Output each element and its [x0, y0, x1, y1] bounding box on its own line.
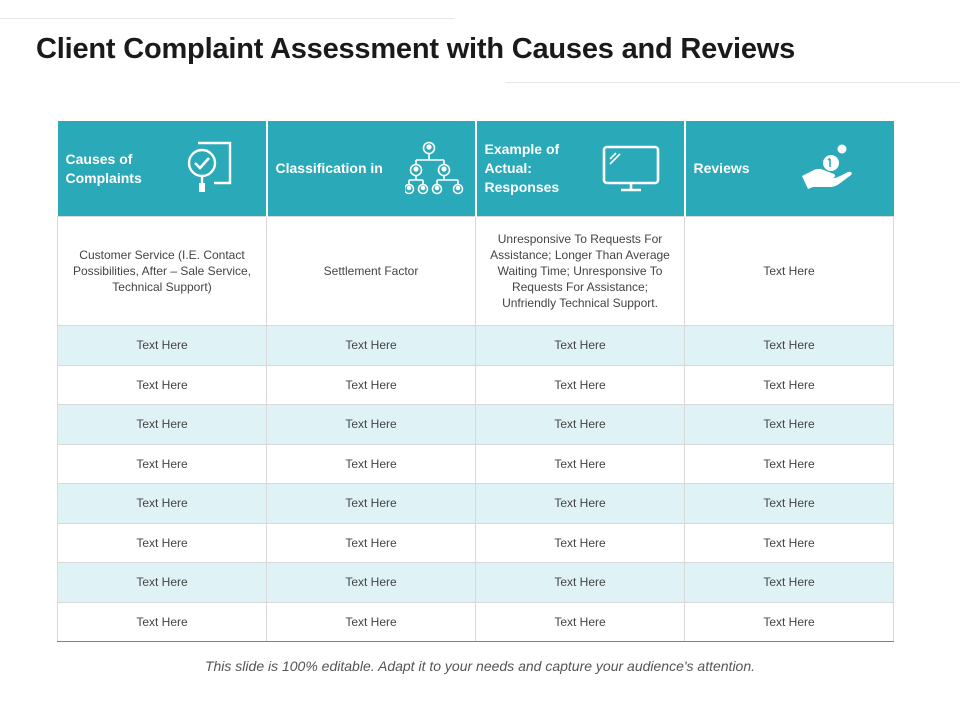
complaint-table — [57, 121, 893, 642]
table-cell: Text Here — [267, 523, 476, 563]
table-cell: Settlement Factor — [267, 217, 476, 326]
table-cell: Text Here — [685, 365, 894, 405]
table-cell: Text Here — [267, 563, 476, 603]
table-cell: Text Here — [476, 563, 685, 603]
hierarchy-icon — [405, 140, 467, 198]
table-cell: Text Here — [685, 444, 894, 484]
table-cell: Text Here — [267, 405, 476, 445]
table-body — [58, 217, 894, 642]
table-cell: Text Here — [685, 602, 894, 642]
header-reviews — [685, 121, 894, 217]
table-row — [58, 365, 894, 405]
slide-title: Client Complaint Assessment with Causes and Reviews — [36, 33, 796, 65]
title-divider — [505, 82, 960, 83]
table-cell: Text Here — [267, 365, 476, 405]
table-cell: Text Here — [267, 444, 476, 484]
table-cell: Text Here — [58, 602, 267, 642]
table-cell: Customer Service (I.E. Contact Possibilities, After – Sale Service, Technical Support) — [58, 217, 267, 326]
header-label: Example of Actual: Responses — [484, 141, 560, 195]
table-cell: Text Here — [58, 523, 267, 563]
header-example — [476, 121, 685, 217]
table-cell: Text Here — [58, 444, 267, 484]
table-cell: Text Here — [476, 602, 685, 642]
table-cell: Text Here — [476, 365, 685, 405]
table-cell: Unresponsive To Requests For Assistance; Longer Than Average Waiting Time; Unresponsive To Requests For Assistance; Unfriendly Technical Support. — [476, 217, 685, 326]
table-row — [58, 405, 894, 445]
table-row — [58, 602, 894, 642]
monitor-icon — [602, 143, 662, 195]
table-row — [58, 523, 894, 563]
table-row — [58, 484, 894, 524]
table-row — [58, 326, 894, 366]
header-label: Classification in — [275, 160, 383, 176]
table-row — [58, 444, 894, 484]
table-cell: Text Here — [476, 484, 685, 524]
table-cell: Text Here — [685, 563, 894, 603]
table-header-row — [58, 121, 894, 217]
table-cell: Text Here — [685, 484, 894, 524]
table-row — [58, 217, 894, 326]
table-cell: Text Here — [685, 405, 894, 445]
header-label: Reviews — [693, 160, 750, 176]
magnifier-check-icon — [184, 139, 236, 199]
table-cell: Text Here — [267, 326, 476, 366]
header-classification — [267, 121, 476, 217]
table-cell: Text Here — [476, 523, 685, 563]
table-cell: Text Here — [58, 365, 267, 405]
footer-note: This slide is 100% editable. Adapt it to your needs and capture your audience's attention. — [204, 658, 756, 674]
table-cell: Text Here — [58, 326, 267, 366]
table-cell: Text Here — [58, 563, 267, 603]
table-cell: Text Here — [58, 405, 267, 445]
table-cell: Text Here — [58, 484, 267, 524]
table-row — [58, 563, 894, 603]
table-cell: Text Here — [685, 217, 894, 326]
header-causes — [58, 121, 267, 217]
table-cell: Text Here — [685, 326, 894, 366]
table-cell: Text Here — [476, 326, 685, 366]
table-cell: Text Here — [476, 444, 685, 484]
header-label: Causes of Complaints — [65, 150, 142, 186]
table-cell: Text Here — [476, 405, 685, 445]
table-cell: Text Here — [267, 602, 476, 642]
top-divider — [0, 18, 455, 19]
table-cell: Text Here — [267, 484, 476, 524]
table-cell: Text Here — [685, 523, 894, 563]
hand-coin-icon — [800, 143, 862, 195]
